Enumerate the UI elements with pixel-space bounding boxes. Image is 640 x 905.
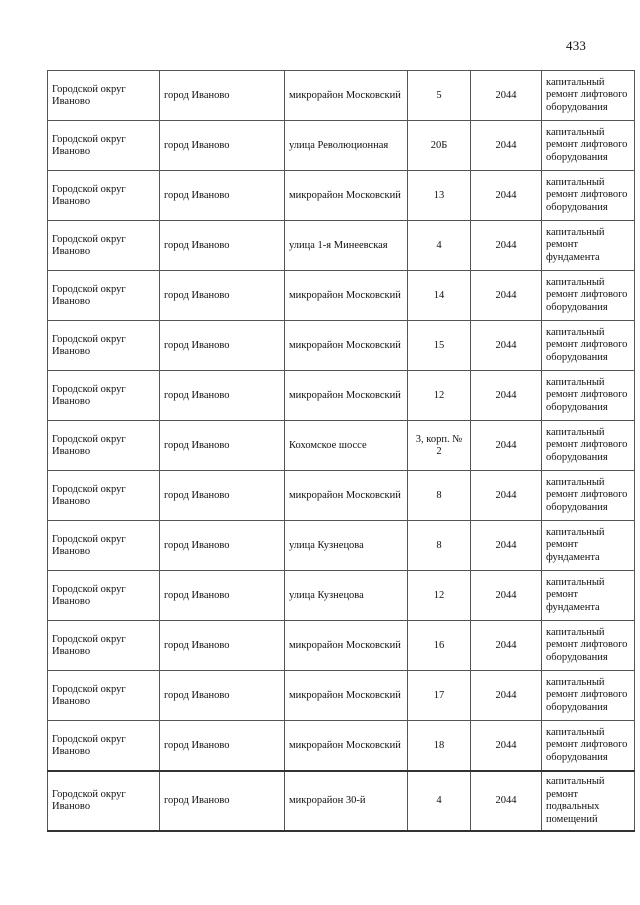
house-number-cell: 20Б (408, 121, 471, 171)
work-type-cell: капитальный ремонт фундамента (542, 571, 635, 621)
work-type-cell: капитальный ремонт лифтового оборудования (542, 371, 635, 421)
table-row (48, 171, 635, 221)
table-row (48, 571, 635, 621)
table-row (48, 621, 635, 671)
street-cell: улица Революционная (285, 121, 408, 171)
work-type-cell: капитальный ремонт лифтового оборудования (542, 71, 635, 121)
year-cell: 2044 (471, 121, 542, 171)
house-number-cell: 18 (408, 721, 471, 772)
year-cell: 2044 (471, 271, 542, 321)
street-cell: микрорайон Московский (285, 721, 408, 772)
city-cell: город Иваново (160, 171, 285, 221)
street-cell: микрорайон Московский (285, 671, 408, 721)
district-cell: Городской округ Иваново (48, 221, 160, 271)
house-number-cell: 16 (408, 621, 471, 671)
street-cell: микрорайон Московский (285, 271, 408, 321)
work-type-cell: капитальный ремонт лифтового оборудования (542, 621, 635, 671)
page-number: 433 (566, 38, 587, 53)
street-cell: Кохомское шоссе (285, 421, 408, 471)
year-cell: 2044 (471, 721, 542, 772)
house-number-cell: 4 (408, 221, 471, 271)
district-cell: Городской округ Иваново (48, 171, 160, 221)
district-cell: Городской округ Иваново (48, 71, 160, 121)
district-cell: Городской округ Иваново (48, 771, 160, 831)
street-cell: микрорайон Московский (285, 171, 408, 221)
year-cell: 2044 (471, 471, 542, 521)
city-cell: город Иваново (160, 271, 285, 321)
work-type-cell: капитальный ремонт лифтового оборудования (542, 671, 635, 721)
table-row (48, 471, 635, 521)
year-cell: 2044 (471, 321, 542, 371)
table-row (48, 771, 635, 831)
house-number-cell: 8 (408, 521, 471, 571)
street-cell: микрорайон 30-й (285, 771, 408, 831)
city-cell: город Иваново (160, 521, 285, 571)
year-cell: 2044 (471, 171, 542, 221)
year-cell: 2044 (471, 221, 542, 271)
table-row (48, 421, 635, 471)
work-type-cell: капитальный ремонт лифтового оборудования (542, 121, 635, 171)
city-cell: город Иваново (160, 371, 285, 421)
table-row (48, 71, 635, 121)
street-cell: микрорайон Московский (285, 321, 408, 371)
city-cell: город Иваново (160, 71, 285, 121)
house-number-cell: 5 (408, 71, 471, 121)
table-row (48, 321, 635, 371)
year-cell: 2044 (471, 421, 542, 471)
work-type-cell: капитальный ремонт лифтового оборудования (542, 271, 635, 321)
house-number-cell: 15 (408, 321, 471, 371)
table-row (48, 221, 635, 271)
street-cell: улица Кузнецова (285, 521, 408, 571)
district-cell: Городской округ Иваново (48, 471, 160, 521)
work-type-cell: капитальный ремонт лифтового оборудования (542, 421, 635, 471)
district-cell: Городской округ Иваново (48, 521, 160, 571)
year-cell: 2044 (471, 671, 542, 721)
work-type-cell: капитальный ремонт подвальных помещений (542, 771, 635, 831)
district-cell: Городской округ Иваново (48, 621, 160, 671)
work-type-cell: капитальный ремонт фундамента (542, 221, 635, 271)
district-cell: Городской округ Иваново (48, 671, 160, 721)
work-type-cell: капитальный ремонт лифтового оборудования (542, 721, 635, 772)
district-cell: Городской округ Иваново (48, 321, 160, 371)
street-cell: микрорайон Московский (285, 371, 408, 421)
street-cell: микрорайон Московский (285, 471, 408, 521)
house-number-cell: 12 (408, 371, 471, 421)
work-type-cell: капитальный ремонт лифтового оборудования (542, 471, 635, 521)
capital-repair-table (47, 70, 635, 832)
street-cell: улица 1-я Минеевская (285, 221, 408, 271)
table-body (48, 71, 635, 832)
table-row (48, 721, 635, 772)
city-cell: город Иваново (160, 221, 285, 271)
work-type-cell: капитальный ремонт лифтового оборудования (542, 321, 635, 371)
house-number-cell: 8 (408, 471, 471, 521)
district-cell: Городской округ Иваново (48, 121, 160, 171)
table-row (48, 671, 635, 721)
year-cell: 2044 (471, 371, 542, 421)
year-cell: 2044 (471, 71, 542, 121)
year-cell: 2044 (471, 521, 542, 571)
work-type-cell: капитальный ремонт фундамента (542, 521, 635, 571)
table-row (48, 121, 635, 171)
district-cell: Городской округ Иваново (48, 421, 160, 471)
table-row (48, 271, 635, 321)
street-cell: микрорайон Московский (285, 71, 408, 121)
city-cell: город Иваново (160, 471, 285, 521)
street-cell: микрорайон Московский (285, 621, 408, 671)
house-number-cell: 14 (408, 271, 471, 321)
city-cell: город Иваново (160, 321, 285, 371)
table-row (48, 371, 635, 421)
city-cell: город Иваново (160, 571, 285, 621)
district-cell: Городской округ Иваново (48, 571, 160, 621)
district-cell: Городской округ Иваново (48, 271, 160, 321)
work-type-cell: капитальный ремонт лифтового оборудования (542, 171, 635, 221)
city-cell: город Иваново (160, 421, 285, 471)
house-number-cell: 3, корп. № 2 (408, 421, 471, 471)
house-number-cell: 12 (408, 571, 471, 621)
table-row (48, 521, 635, 571)
year-cell: 2044 (471, 771, 542, 831)
city-cell: город Иваново (160, 771, 285, 831)
house-number-cell: 13 (408, 171, 471, 221)
district-cell: Городской округ Иваново (48, 721, 160, 772)
city-cell: город Иваново (160, 721, 285, 772)
city-cell: город Иваново (160, 671, 285, 721)
city-cell: город Иваново (160, 121, 285, 171)
year-cell: 2044 (471, 621, 542, 671)
house-number-cell: 17 (408, 671, 471, 721)
city-cell: город Иваново (160, 621, 285, 671)
street-cell: улица Кузнецова (285, 571, 408, 621)
house-number-cell: 4 (408, 771, 471, 831)
district-cell: Городской округ Иваново (48, 371, 160, 421)
year-cell: 2044 (471, 571, 542, 621)
